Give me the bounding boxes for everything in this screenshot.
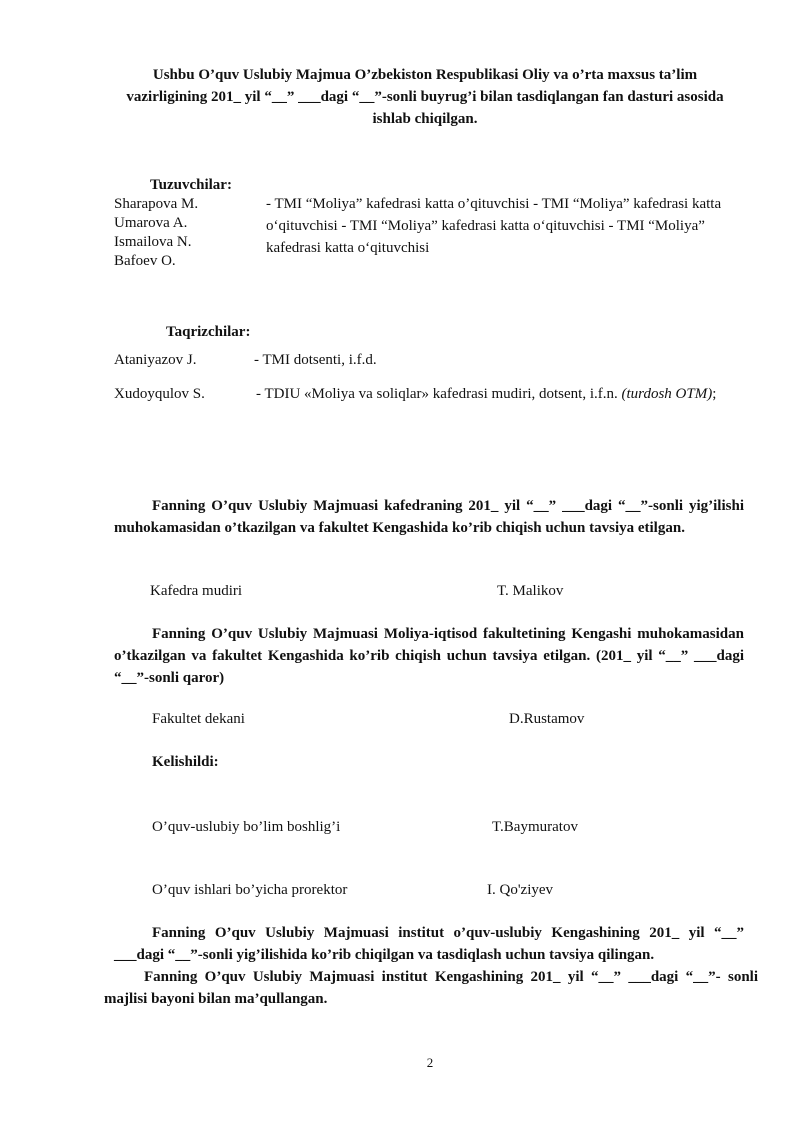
prorector-title: O’quv ishlari bo’yicha prorektor xyxy=(152,882,348,898)
intro-paragraph: Ushbu O’quv Uslubiy Majmua O’zbekiston Respublikasi Oliy va o’rta maxsus ta’lim vazirligining 201_ yil “__” ___dagi “__”-sonli buyrug’i bilan tasdiqlangan fan dasturi asosida ishlab chiqilgan. xyxy=(126,67,724,127)
reviewer-name: Xudoyqulov S. xyxy=(114,386,205,402)
author-name: Sharapova M. xyxy=(114,196,199,212)
institute-council-recommendation: Fanning O’quv Uslubiy Majmuasi institut o’quv-uslubiy Kengashining 201_ yil “__” ___dagi “__”-sonli yig’ilishida ko’rib chiqilgan va tasdiqlash uchun tavsiya qilingan. xyxy=(114,925,744,963)
dean-name: D.Rustamov xyxy=(509,711,585,727)
author-name: Umarova A. xyxy=(114,215,188,231)
reviewer-name: Ataniyazov J. xyxy=(114,352,197,368)
reviewers-heading: Taqrizchilar: xyxy=(166,324,251,340)
dept-head-title: Kafedra mudiri xyxy=(150,583,243,599)
prorector-name: I. Qo'ziyev xyxy=(487,882,554,898)
reviewer-role xyxy=(256,383,726,405)
method-head-name: T.Baymuratov xyxy=(492,819,578,835)
reviewer-role-text: - TDIU «Moliya va soliqlar» kafedrasi mudiri, dotsent, i.f.n. xyxy=(256,386,622,402)
reviewer-role-italic: (turdosh OTM) xyxy=(621,386,713,402)
dept-head-name: T. Malikov xyxy=(497,583,564,599)
author-name: Ismailova N. xyxy=(114,234,192,250)
agreed-heading: Kelishildi: xyxy=(152,754,219,770)
authors-names-list xyxy=(114,195,254,271)
page-number: 2 xyxy=(426,1055,434,1070)
faculty-recommendation: Fanning O’quv Uslubiy Majmuasi Moliya-iqtisod fakultetining Kengashi muhokamasidan o’tkazilgan va fakultet Kengashida ko’rib chiqish uchun tavsiya etilgan. (201_ yil “__” ___dagi “__”-sonli qaror) xyxy=(114,626,744,686)
method-head-title: O’quv-uslubiy bo’lim boshlig’i xyxy=(152,819,341,835)
reviewer-role-tail: ; xyxy=(712,386,717,402)
dean-title: Fakultet dekani xyxy=(152,711,245,727)
authors-heading: Tuzuvchilar: xyxy=(150,177,232,193)
department-recommendation: Fanning O’quv Uslubiy Majmuasi kafedraning 201_ yil “__” ___dagi “__”-sonli yig’ilishi muhokamasidan o’tkazilgan va fakultet Kengashida ko’rib chiqish uchun tavsiya etilgan. xyxy=(114,498,744,536)
institute-council-approval: Fanning O’quv Uslubiy Majmuasi institut Kengashining 201_ yil “__” ___dagi “__”- sonli majlisi bayoni bilan ma’qullangan. xyxy=(104,969,758,1007)
reviewer-role: - TMI dotsenti, i.f.d. xyxy=(254,352,377,368)
authors-roles: - TMI “Moliya” kafedrasi katta o’qituvchisi - TMI “Moliya” kafedrasi katta o‘qituvchisi - TMI “Moliya” kafedrasi katta o‘qituvchisi - TMI “Moliya” kafedrasi katta o‘qituvchisi xyxy=(266,196,722,256)
author-name: Bafoev O. xyxy=(114,253,176,269)
